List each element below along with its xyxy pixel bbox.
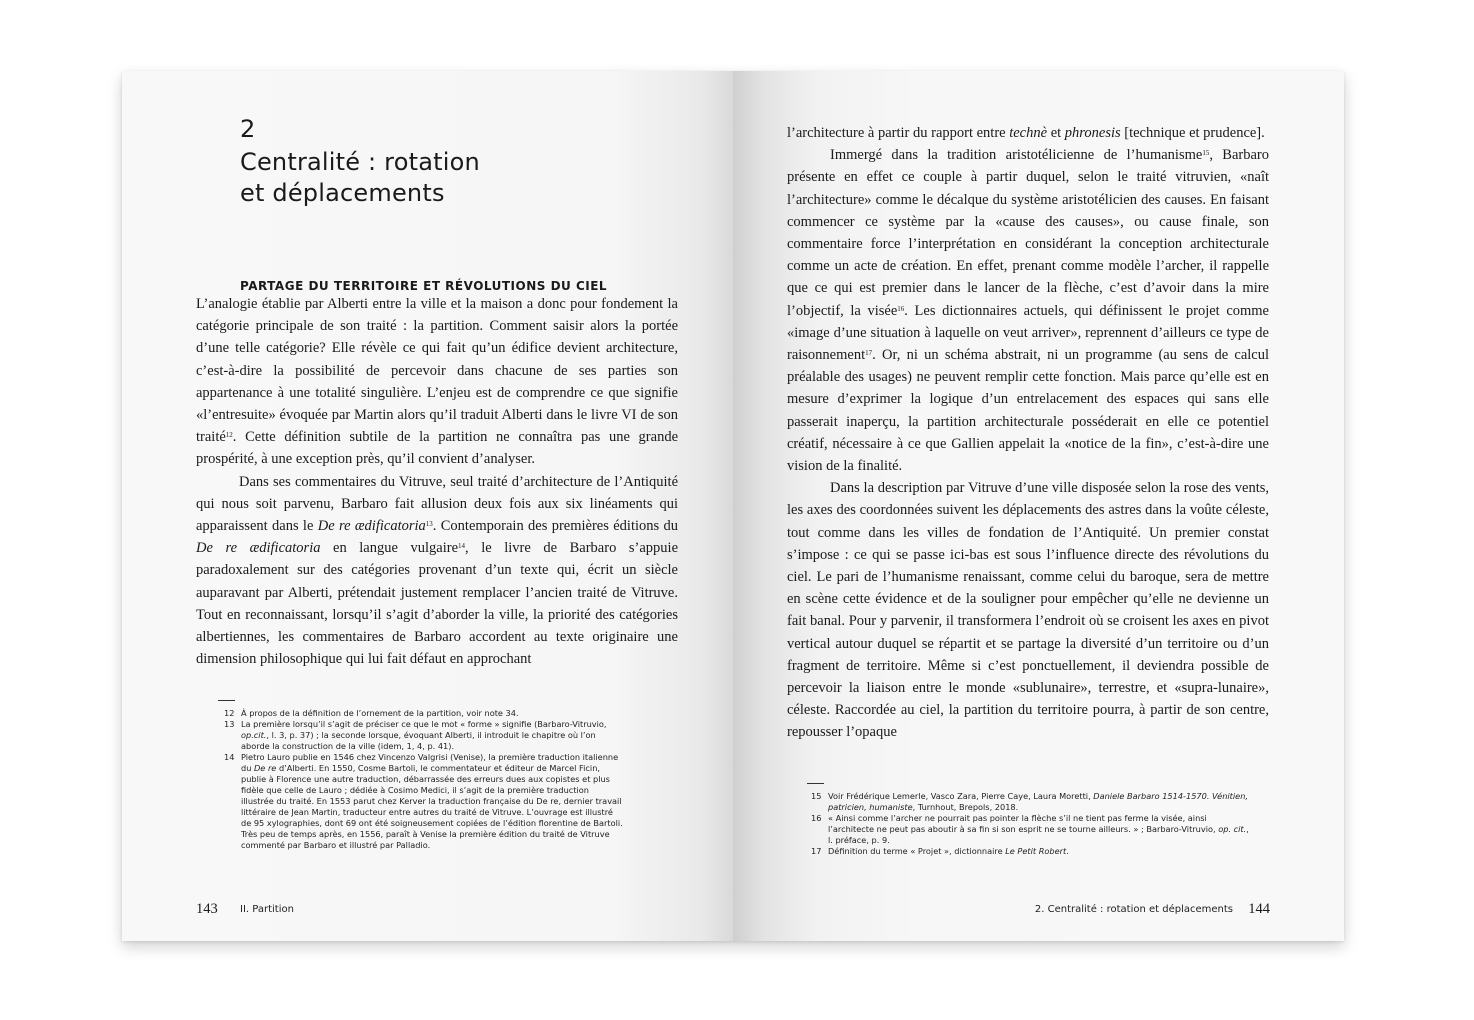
book-spread: [122, 71, 1344, 941]
right-body-text: [787, 122, 1269, 744]
footnote-ref-13[interactable]: 13: [425, 520, 433, 529]
footnote-15: 15 Voir Frédérique Lemerle, Vasco Zara, Pierre Caye, Laura Moretti, Daniele Barbaro 1514-1570. Vénitien, patricien, humaniste, Turnhout, Brepols, 2018.: [811, 791, 1248, 812]
paragraph: Dans ses commentaires du Vitruve, seul traité d’architecture de l’Antiquité qui nous soit parvenu, Barbaro fait allusion deux fois aux six linéaments qui apparaissent dans le De re ædificatoria$^{13}$. Contemporain des premières éditions du De re ædificatoria en langue vulgaire$^{14}$, le livre de Barbaro s’appuie paradoxalement sur des catégories provenant d’un texte qui, écrit un siècle auparavant par Alberti, prétendait justement remplacer l’ancien traité de Vitruve. Tout en reconnaissant, lorsqu’il s’agit d’aborder la ville, la priorité des catégories albertiennes, les commentaires de Barbaro accordent au texte originaire une dimension philosophique qui lui fait défaut en approchant: [196, 473, 679, 668]
footnote-rule: [218, 700, 235, 701]
chapter-title-line-2: et déplacements: [240, 179, 445, 207]
footnote-ref-16[interactable]: 16: [897, 304, 905, 313]
footnote-ref-17[interactable]: 17: [865, 349, 873, 358]
footnote-17: 17 Définition du terme « Projet », dictionnaire Le Petit Robert.: [811, 846, 1069, 856]
left-footnotes: [224, 708, 624, 851]
paragraph: L’analogie établie par Alberti entre la ville et la maison a donc pour fondement la catégorie principale de son traité : la partition. Comment saisir alors la portée d’une telle catégorie? Elle révèle ce qui fait qu’un édifice devient architecture, c’est-à-dire la possibilité de percevoir dans chacune de ses parties son appartenance à une totalité singulière. L’enjeu est de comprendre ce que signifie «l’entresuite» évoquée par Martin alors qu’il traduit Alberti dans le livre VI de son traité$^{12}$. Cette définition subtile de la partition ne connaîtra pas une grande prospérité, à une exception près, qu’il convient d’analyser.: [196, 296, 678, 468]
chapter-title-line-1: Centralité : rotation: [240, 148, 480, 176]
page-number-left: 143: [196, 901, 218, 917]
running-head-left: II. Partition: [240, 904, 294, 915]
paragraph: Immergé dans la tradition aristotélicienne de l’humanisme$^{15}$, Barbaro présente en effet ce couple à partir duquel, selon le traité vitruvien, «naît l’architecture» comme le décalque du système aristotélicien des causes. En faisant commencer ce système par la «cause des causes», ou cause finale, son commentaire force l’interprétation en considérant la conception architecturale comme un acte de création. En effet, prenant comme modèle l’archer, il rappelle que ce qui est premier dans le lancer de la flèche, c’est d’avoir dans la mire l’objectif, la visée$^{16}$. Les dictionnaires actuels, qui définissent le projet comme «image d’une situation à laquelle on veut arriver», reprennent d’ailleurs ce type de raisonnement$^{17}$. Or, ni un schéma abstrait, ni un programme (au sens de calcul préalable des usages) ne peuvent remplir cette fonction. Mais parce qu’elle est en mesure d’exprimer la logique d’un entrelacement des espaces qui sans elle passerait inaperçu, la partition architecturale posséderait en elle ce potentiel créatif, nécessaire à ce que Gallien appelait la «notice de la fin», c’est-à-dire une vision de la finalité.: [787, 147, 1270, 475]
paragraph: l’architecture à partir du rapport entre technè et phronesis [technique et prudence].: [787, 125, 1265, 141]
left-page: [122, 71, 733, 941]
footnote-12: 12 À propos de la définition de l’ornement de la partition, voir note 34.: [224, 708, 519, 718]
footnote-13: 13 La première lorsqu’il s’agit de préciser ce que le mot « forme » signifie (Barbaro-Vitruvio, op.cit., l. 3, p. 37) ; la seconde lorsque, évoquant Alberti, il introduit le chapitre où l’on aborde la construction de la ville (idem, 1, 4, p. 41).: [224, 719, 607, 751]
chapter-title: [240, 147, 540, 209]
footnote-ref-15[interactable]: 15: [1202, 149, 1210, 158]
footnote-16: 16 « Ainsi comme l’archer ne pourrait pas pointer la flèche s’il ne tient pas ferme la visée, ainsi l’architecte ne peut pas aboutir à sa fin si son esprit ne se tourne ailleurs. » ; Barbaro-Vitruvio, op. cit., l. préface, p. 9.: [811, 813, 1249, 845]
left-body-text: [196, 293, 678, 670]
footnote-14: 14 Pietro Lauro publie en 1546 chez Vincenzo Valgrisi (Venise), la première traduction italienne du De re d’Alberti. En 1550, Cosme Bartoli, le commentateur et éditeur de Marcel Ficin, publie à Florence une autre traduction, débarrassée des erreurs dues aux copistes et plus fidèle que celle de Lauro ; dédiée à Cosimo Medici, il s’agit de la première traduction illustrée du traité. En 1553 parut chez Kerver la traduction française du De re, dernier travail littéraire de Jean Martin, traducteur entre autres du traité de Vitruve. L’ouvrage est illustré de 95 xylographies, dont 69 ont été soigneusement copiées de l’édition florentine de Bartoli. Très peu de temps après, en 1556, paraît à Venise la première édition du traité de Vitruve commenté par Barbaro et illustré par Palladio.: [224, 752, 623, 850]
paragraph: Dans la description par Vitruve d’une ville disposée selon la rose des vents, les axes des coordonnées suivent les déplacements des astres dans la voûte céleste, tout comme dans les villes de fondation de l’Antiquité. Un premier constat s’impose : ce qui se passe ici-bas est sous l’influence directe des révolutions du ciel. Le pari de l’humanisme renaissant, comme celui du baroque, sera de mettre en scène cette évidence et de la souligner pour empêcher qu’elle ne devienne un fait banal. Pour y parvenir, il transformera l’endroit où se croisent les axes en pivot vertical autour duquel se répartit et se partage la diversité d’un territoire ou d’un fragment de territoire. Même si c’est ponctuellement, il deviendra possible de percevoir la liaison entre le monde «sublunaire», terrestre, et «supra-lunaire», céleste. Raccordée au ciel, la partition du territoire pourra, à partir de son centre, repousser l’opaque: [787, 480, 1269, 741]
footnote-ref-12[interactable]: 12: [225, 431, 233, 440]
page-number-right: 144: [1248, 901, 1270, 917]
footnote-rule: [807, 783, 824, 784]
chapter-number: 2: [240, 115, 256, 143]
footnote-ref-14[interactable]: 14: [458, 542, 466, 551]
right-footnotes: [811, 791, 1251, 857]
running-head-right: 2. Centralité : rotation et déplacements: [1034, 904, 1233, 915]
section-heading: PARTAGE DU TERRITOIRE ET RÉVOLUTIONS DU CIEL: [240, 279, 608, 293]
right-page: [733, 71, 1344, 941]
